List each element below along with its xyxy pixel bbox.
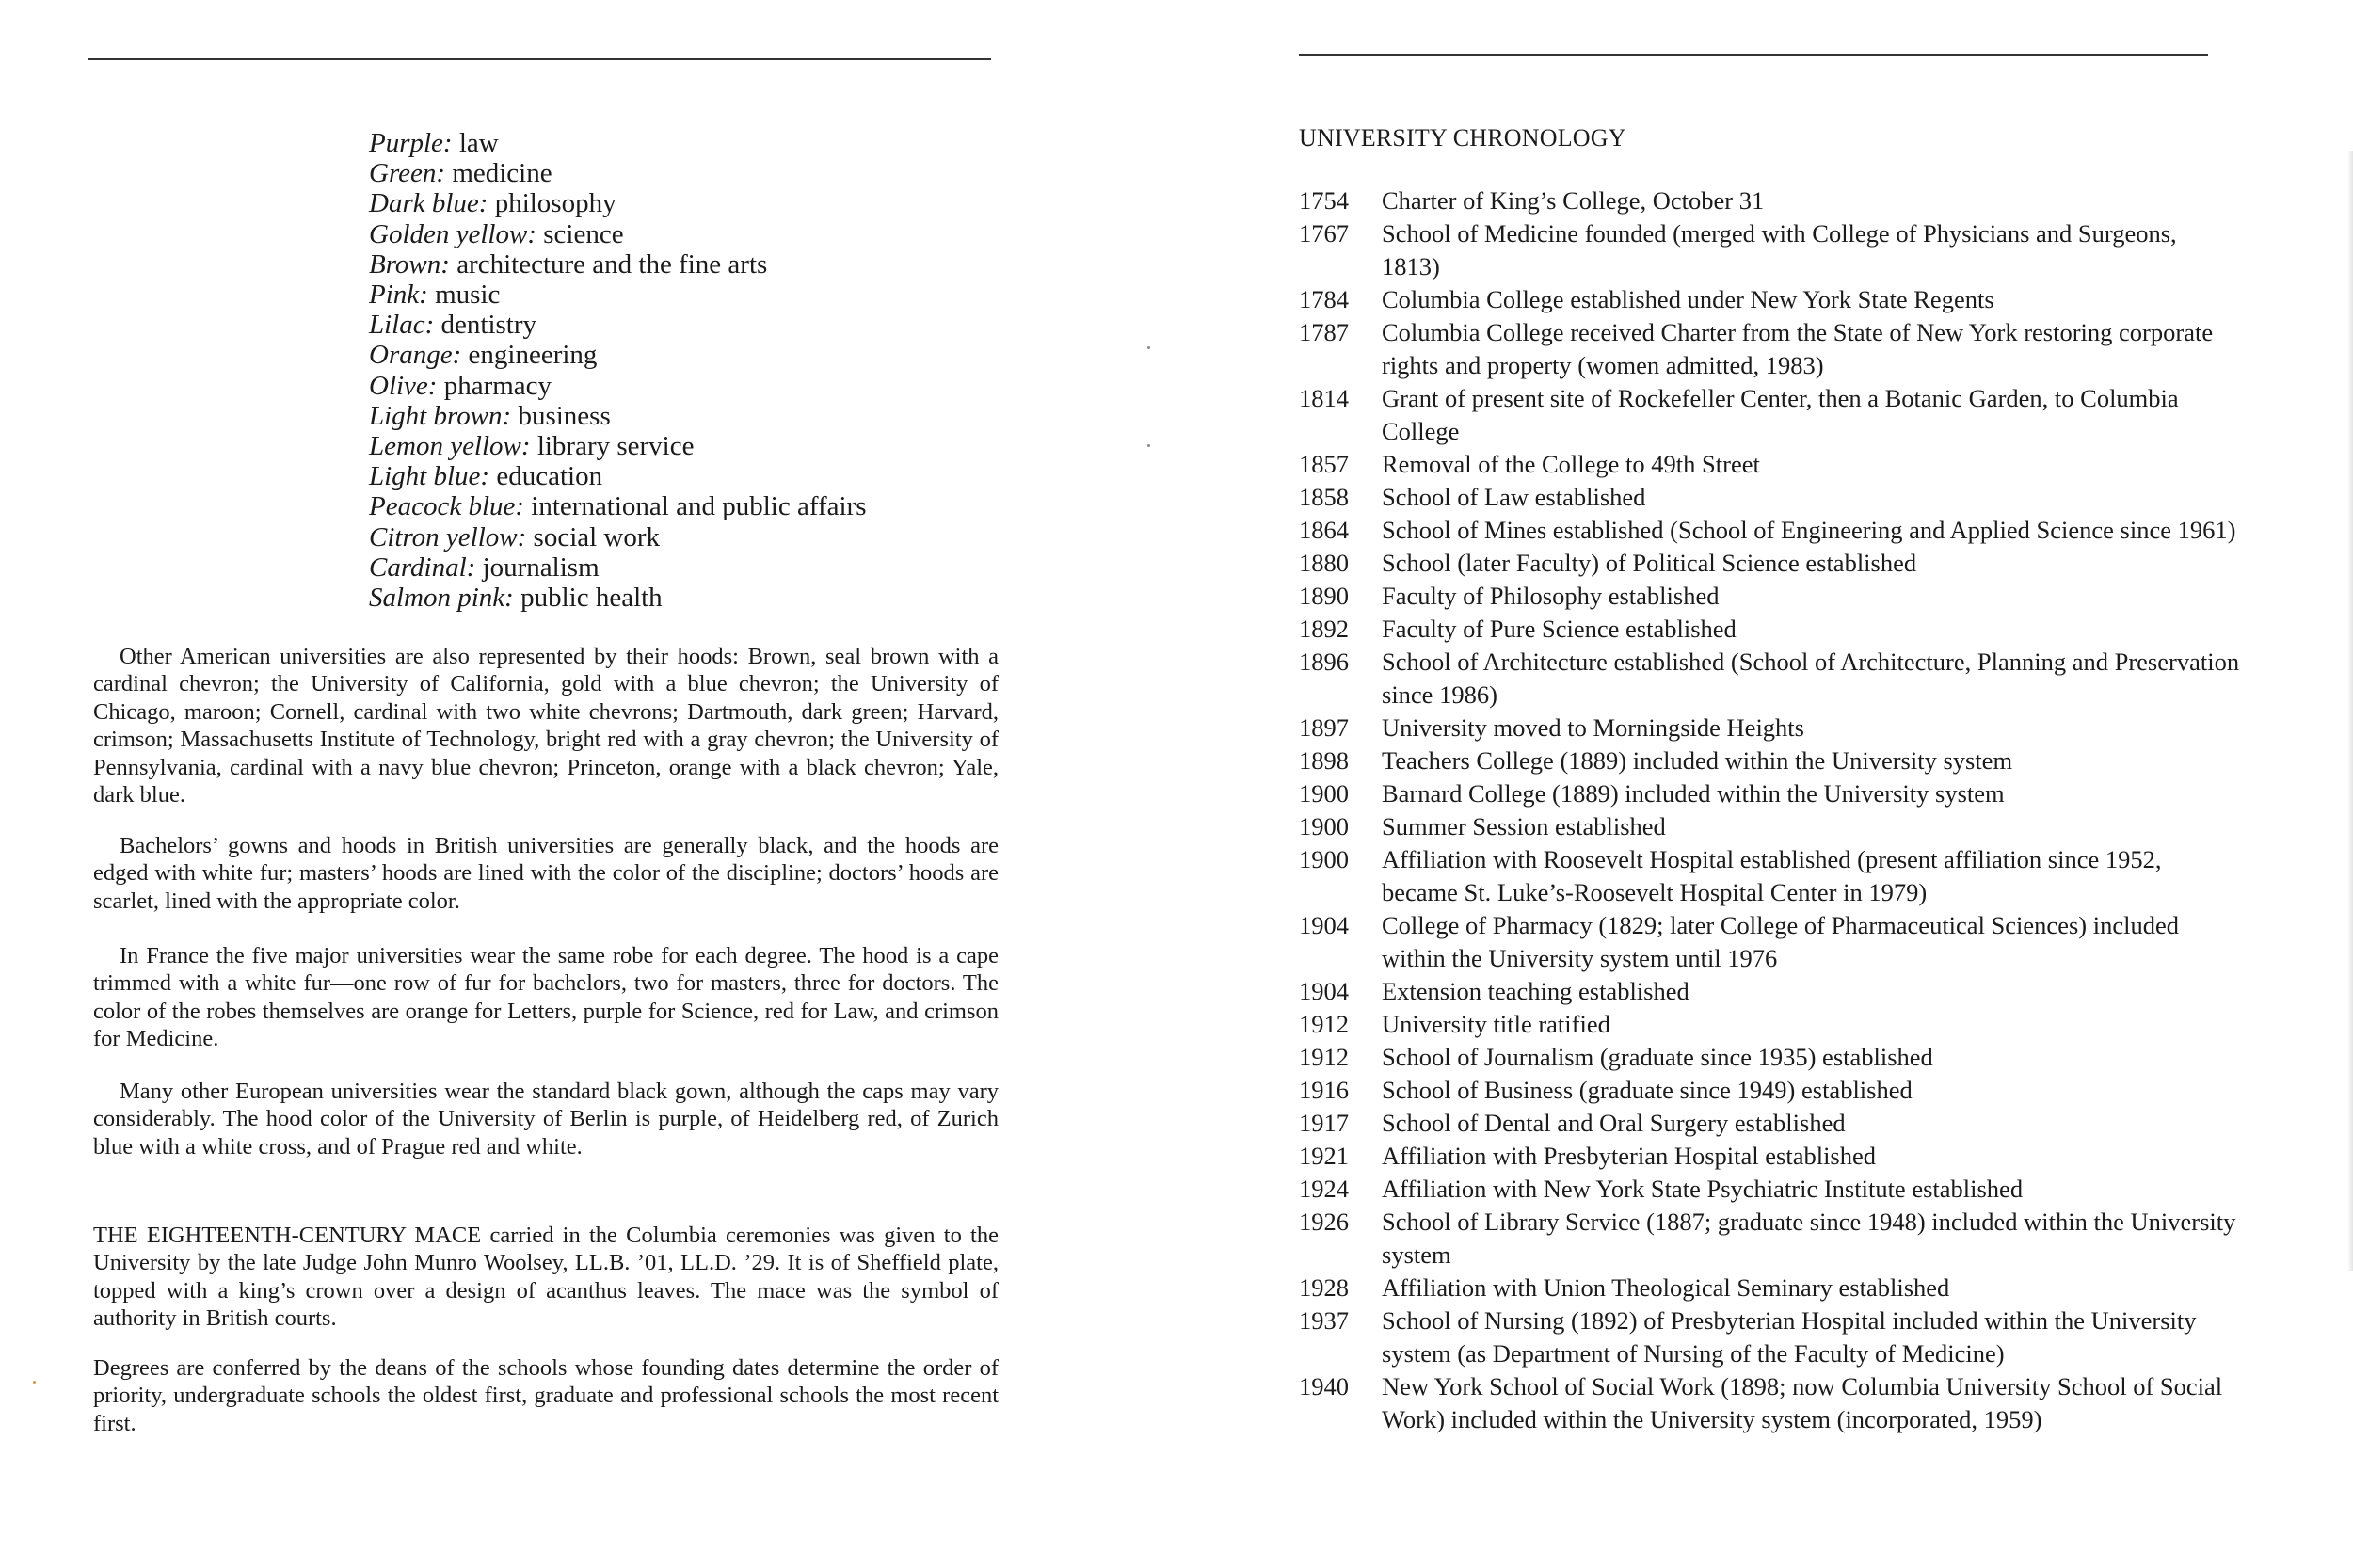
chronology-event: Barnard College (1889) included within the University system [1382,779,2005,808]
hood-color-item [369,340,867,370]
hood-color-item [369,522,867,552]
chronology-year: 1904 [1299,911,1349,939]
hood-color-name: Golden yellow: [369,218,536,249]
chronology-event: School of Dental and Oral Surgery established [1382,1109,1846,1137]
top-rule [1299,54,2208,56]
chronology-title: UNIVERSITY CHRONOLOGY [1299,124,1626,152]
chronology-entry [1299,1173,2240,1206]
chronology-year: 1937 [1299,1306,1349,1335]
hood-color-list [369,128,867,613]
chronology-event: School of Law established [1382,483,1646,511]
chronology-event: New York School of Social Work (1898; now Columbia University School of Social Work) included within the University system (incorporated, 1959) [1382,1372,2223,1433]
chronology-event: University moved to Morningside Heights [1382,713,1804,742]
chronology-event: School of Mines established (School of Engineering and Applied Science since 1961) [1382,516,2236,544]
chronology-year: 1864 [1299,516,1349,544]
hood-color-name: Salmon pink: [369,583,514,614]
chronology-year: 1904 [1299,977,1349,1005]
chronology-year: 1897 [1299,713,1349,742]
chronology-event: School (later Faculty) of Political Science established [1382,549,1917,577]
hood-color-name: Light blue: [369,461,490,492]
chronology-year: 1921 [1299,1142,1349,1170]
chronology-year: 1814 [1299,384,1349,412]
chronology-event: School of Nursing (1892) of Presbyterian Hospital included within the University system (as Department of Nursing of the Faculty of Medicine) [1382,1306,2197,1368]
hood-color-name: Purple: [369,128,453,158]
chronology-entry [1299,744,2240,777]
hood-color-item [369,280,867,310]
hood-color-discipline: medicine [452,158,552,189]
chronology-entry [1299,777,2240,810]
hood-color-discipline: architecture and the fine arts [456,248,768,280]
paragraph-france: In France the five major universities wear the same robe for each degree. The hood is a cape trimmed with a white fur—one row of fur for bachelors, two for masters, three for doctors. The color of the robes themselves are orange for Letters, purple for Science, red for Law, and crimson for Medicine. [93,943,999,1052]
hood-color-item [369,401,867,431]
chronology-list [1299,184,2240,1436]
chronology-event: Summer Session established [1382,812,1666,840]
hood-color-discipline: social work [533,521,661,552]
chronology-year: 1900 [1299,812,1349,840]
chronology-year: 1784 [1299,285,1349,313]
chronology-event: Charter of King’s College, October 31 [1382,186,1765,215]
hood-color-name: Citron yellow: [369,521,527,552]
chronology-entry [1299,184,2240,217]
chronology-entry [1299,514,2240,547]
hood-color-discipline: music [435,280,501,311]
chronology-entry [1299,646,2240,712]
chronology-year: 1940 [1299,1372,1349,1400]
hood-color-discipline: engineering [468,340,598,371]
hood-color-discipline: international and public affairs [531,491,867,522]
chronology-entry [1299,810,2240,843]
hood-color-name: Orange: [369,340,462,371]
chronology-entry [1299,975,2240,1008]
chronology-entry [1299,909,2240,975]
chronology-entry [1299,481,2240,514]
hood-color-name: Lemon yellow: [369,431,531,462]
chronology-year: 1900 [1299,845,1349,873]
chronology-event: Affiliation with Presbyterian Hospital established [1382,1142,1877,1170]
chronology-entry [1299,580,2240,613]
right-page [1176,0,2353,1568]
chronology-event: Removal of the College to 49th Street [1382,450,1760,478]
chronology-event: Grant of present site of Rockefeller Center, then a Botanic Garden, to Columbia College [1382,384,2179,445]
hood-color-name: Green: [369,158,446,189]
hood-color-item [369,219,867,249]
chronology-entry [1299,1370,2240,1436]
hood-color-item [369,249,867,280]
chronology-entry [1299,1074,2240,1107]
chronology-entry [1299,1272,2240,1304]
chronology-event: Extension teaching established [1382,977,1689,1005]
top-rule [88,58,991,60]
chronology-event: School of Business (graduate since 1949) established [1382,1076,1913,1104]
hood-color-name: Dark blue: [369,188,488,219]
chronology-event: Columbia College established under New York State Regents [1382,285,1994,313]
hood-color-discipline: pharmacy [443,370,552,401]
chronology-year: 1917 [1299,1109,1349,1137]
chronology-entry [1299,1140,2240,1173]
chronology-year: 1924 [1299,1175,1349,1203]
chronology-year: 1892 [1299,615,1349,643]
hood-color-name: Pink: [369,280,428,311]
hood-color-discipline: philosophy [494,188,616,219]
chronology-year: 1900 [1299,779,1349,808]
chronology-year: 1912 [1299,1010,1349,1038]
chronology-event: School of Architecture established (School of Architecture, Planning and Preservation since 1986) [1382,648,2240,709]
hood-color-discipline: business [518,400,611,431]
hood-color-item [369,158,867,188]
chronology-event: School of Medicine founded (merged with College of Physicians and Surgeons, 1813) [1382,219,2177,280]
paragraph-european-universities: Many other European universities wear the standard black gown, although the caps may vary considerably. The hood color of the University of Berlin is purple, of Heidelberg red, of Zurich blue with a white cross, and of Prague red and white. [93,1079,999,1160]
hood-color-item [369,310,867,340]
hood-color-discipline: science [543,218,624,249]
chronology-year: 1857 [1299,450,1349,478]
chronology-entry [1299,1206,2240,1272]
chronology-entry [1299,1041,2240,1074]
chronology-year: 1754 [1299,186,1349,215]
hood-color-name: Brown: [369,248,450,280]
chronology-entry [1299,217,2240,283]
hood-color-item [369,552,867,583]
hood-color-discipline: library service [536,431,695,462]
mace-lead: THE EIGHTEENTH-CENTURY MACE [93,1223,482,1248]
chronology-year: 1912 [1299,1043,1349,1071]
hood-color-item [369,461,867,491]
chronology-entry [1299,316,2240,382]
chronology-year: 1898 [1299,746,1349,775]
hood-color-item [369,491,867,521]
chronology-year: 1896 [1299,648,1349,676]
chronology-entry [1299,283,2240,316]
chronology-year: 1767 [1299,219,1349,248]
hood-color-item [369,188,867,218]
chronology-entry [1299,843,2240,909]
chronology-entry [1299,613,2240,646]
chronology-entry [1299,1107,2240,1140]
hood-color-item [369,371,867,401]
hood-color-item [369,583,867,613]
paragraph-degrees: Degrees are conferred by the deans of the schools whose founding dates determine the order of priority, undergraduate schools the oldest first, graduate and professional schools the most recent first. [93,1355,999,1436]
chronology-year: 1928 [1299,1273,1349,1302]
hood-color-discipline: journalism [482,552,600,583]
hood-color-name: Light brown: [369,400,512,431]
hood-color-discipline: law [458,128,499,158]
hood-color-name: Lilac: [369,310,435,341]
hood-color-discipline: public health [520,583,663,614]
hood-color-discipline: dentistry [440,310,537,341]
chronology-year: 1926 [1299,1208,1349,1236]
hood-color-name: Olive: [369,370,438,401]
chronology-event: Faculty of Philosophy established [1382,582,1720,610]
chronology-event: Affiliation with Union Theological Seminary established [1382,1273,1950,1302]
hood-color-name: Peacock blue: [369,491,525,522]
chronology-event: Faculty of Pure Science established [1382,615,1737,643]
print-speck [1147,444,1150,447]
hood-color-name: Cardinal: [369,552,476,583]
hood-color-item [369,431,867,461]
chronology-event: University title ratified [1382,1010,1610,1038]
chronology-event: Teachers College (1889) included within the University system [1382,746,2013,775]
chronology-year: 1880 [1299,549,1349,577]
chronology-event: Affiliation with Roosevelt Hospital established (present affiliation since 1952, became St. Luke’s-Roosevelt Hospital Center in 1979) [1382,845,2162,906]
left-page [0,0,1176,1568]
chronology-entry [1299,1008,2240,1041]
chronology-event: Columbia College received Charter from the State of New York restoring corporate rights and property (women admitted, 1983) [1382,318,2214,379]
paragraph-british-universities: Bachelors’ gowns and hoods in British universities are generally black, and the hoods are edged with white fur; masters’ hoods are lined with the color of the discipline; doctors’ hoods are scarlet, lined with the appropriate color. [93,833,999,914]
chronology-entry [1299,547,2240,580]
chronology-year: 1916 [1299,1076,1349,1104]
chronology-event: College of Pharmacy (1829; later College of Pharmaceutical Sciences) included within the University system until 1976 [1382,911,2179,972]
chronology-year: 1890 [1299,582,1349,610]
page-edge [2347,151,2353,1271]
chronology-entry [1299,712,2240,744]
mace-text: carried in the Columbia ceremonies was given to the University by the late Judge John Munro Woolsey, LL.B. ’01, LL.D. ’29. It is of Sheffield plate, topped with a king’s crown over a design of acanthus leaves. The mace was the symbol of authority in British courts. [93,1223,999,1332]
chronology-event: School of Journalism (graduate since 1935) established [1382,1043,1933,1071]
hood-color-item [369,128,867,158]
chronology-event: Affiliation with New York State Psychiatric Institute established [1382,1175,2024,1203]
chronology-event: School of Library Service (1887; graduate since 1948) included within the University system [1382,1208,2236,1269]
chronology-entry [1299,1304,2240,1370]
chronology-entry [1299,448,2240,481]
paragraph-mace [93,1222,999,1333]
print-speck [33,1381,36,1384]
chronology-year: 1858 [1299,483,1349,511]
chronology-entry [1299,382,2240,448]
hood-color-discipline: education [496,461,603,492]
paragraph-american-universities: Other American universities are also represented by their hoods: Brown, seal brown with a cardinal chevron; the University of California, gold with a blue chevron; the University of Chicago, maroon; Cornell, cardinal with two white chevrons; Dartmouth, dark green; Harvard, crimson; Massachusetts Institute of Technology, bright red with a gray chevron; the University of Pennsylvania, cardinal with a navy blue chevron; Princeton, orange with a black chevron; Yale, dark blue. [93,644,999,808]
print-speck [1147,346,1150,349]
chronology-year: 1787 [1299,318,1349,346]
